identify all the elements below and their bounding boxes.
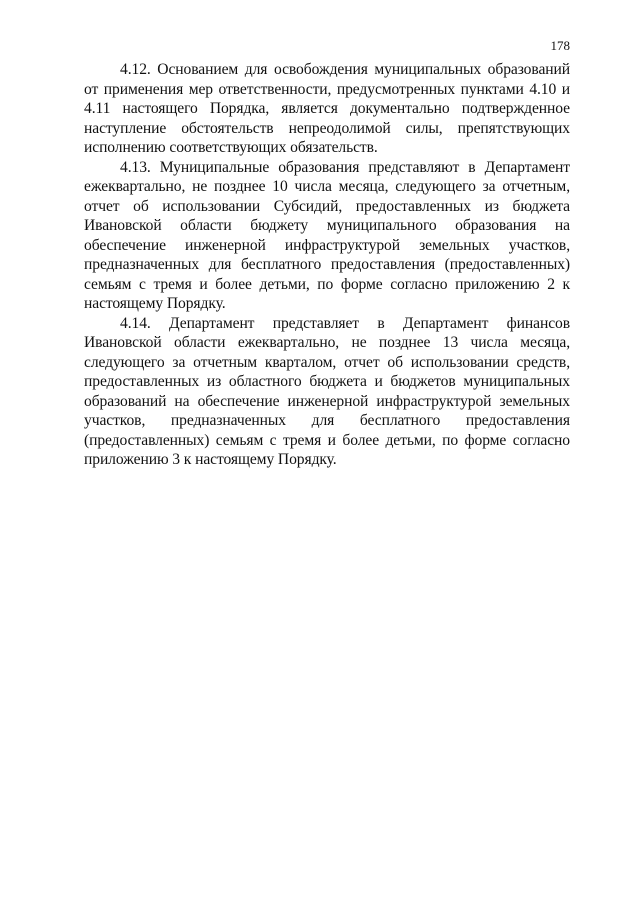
document-body xyxy=(84,60,570,470)
paragraph-4-14: 4.14. Департамент представляет в Департамент финансов Ивановской области ежеквартально, не позднее 13 числа месяца, следующего за отчетным кварталом, отчет об использовании средств, предоставленных из областного бюджета и бюджетов муниципальных образований на обеспечение инженерной инфраструктурой земельных участков, предназначенных для бесплатного предоставления (предоставленных) семьям с тремя и более детьми, по форме согласно приложению 3 к настоящему Порядку. xyxy=(84,314,570,468)
page-number: 178 xyxy=(550,38,570,53)
paragraph-4-13: 4.13. Муниципальные образования представляют в Департамент ежеквартально, не позднее 10 числа месяца, следующего за отчетным, отчет об использовании Субсидий, предоставленных из бюджета Ивановской области бюджету муниципального образования на обеспечение инженерной инфраструктурой земельных участков, предназначенных для бесплатного предоставления (предоставленных) семьям с тремя и более детьми, по форме согласно приложению 2 к настоящему Порядку. xyxy=(84,158,570,312)
paragraph-4-12: 4.12. Основанием для освобождения муниципальных образований от применения мер ответственности, предусмотренных пунктами 4.10 и 4.11 настоящего Порядка, является документально подтвержденное наступление обстоятельств непреодолимой силы, препятствующих исполнению соответствующих обязательств. xyxy=(84,61,570,156)
